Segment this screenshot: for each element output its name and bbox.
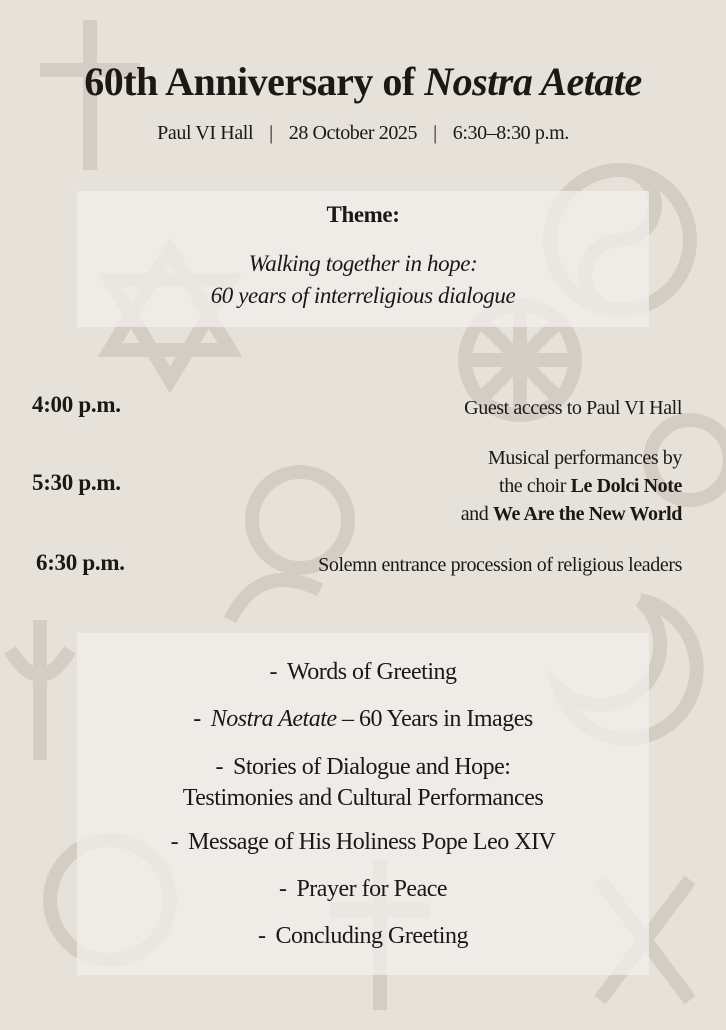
program-item: - Message of His Holiness Pope Leo XIV [170,829,556,855]
separator: | [433,122,437,144]
event-hours: 6:30–8:30 p.m. [452,122,569,144]
page-title: 60th Anniversary of Nostra Aetate [84,59,642,104]
program-item: - Nostra Aetate – 60 Years in Images [193,706,533,732]
separator: | [269,122,273,144]
program-item: - Words of Greeting [269,659,457,685]
event-details [0,122,726,145]
theme-label: Theme: [326,202,400,227]
program-item: - Prayer for Peace [278,876,448,902]
event-date: 28 October 2025 [288,122,418,144]
schedule-event: Guest access to Paul VI Hall [464,397,682,419]
title-italic: Nostra Aetate [424,59,642,104]
schedule-time: 4:00 p.m. [32,392,121,417]
schedule-time: 6:30 p.m. [36,550,125,575]
choir-name: We Are the New World [492,503,682,525]
program-item-continuation: Testimonies and Cultural Performances [182,785,544,811]
program-item: - Concluding Greeting [258,923,468,949]
choir-name: Le Dolci Note [570,475,682,497]
venue: Paul VI Hall [157,122,254,144]
schedule-time: 5:30 p.m. [32,470,121,495]
program-item: - Stories of Dialogue and Hope: [215,754,511,780]
schedule-event: Solemn entrance procession of religious leaders [318,554,682,576]
theme-text: Walking together in hope: 60 years of interreligious dialogue [210,251,516,308]
khanda-symbol [10,620,70,760]
schedule-event: Musical performances by the choir Le Dolci Note and We Are the New World [460,447,682,525]
